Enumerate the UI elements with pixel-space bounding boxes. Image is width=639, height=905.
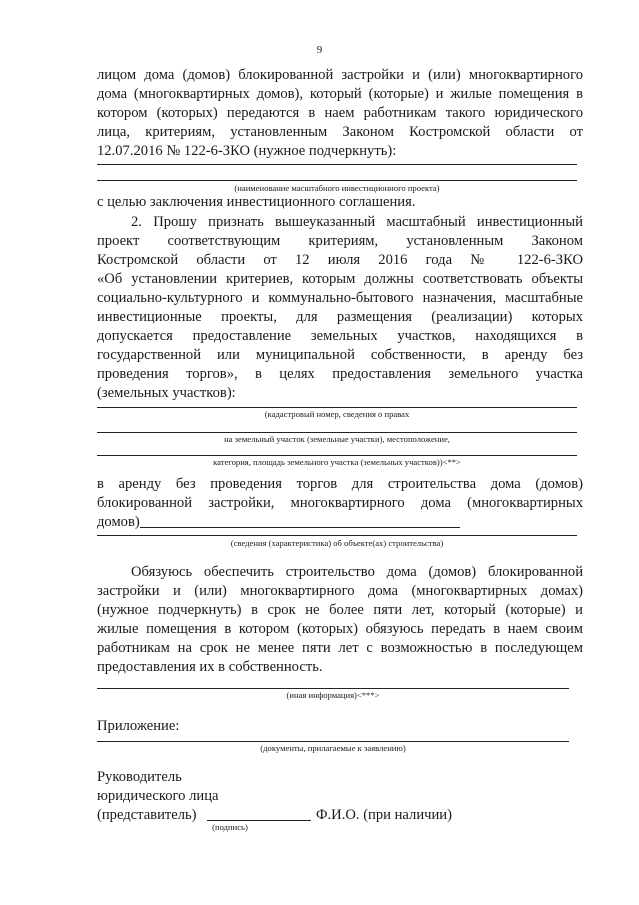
project-name-line: [97, 164, 577, 165]
paragraph-line: 2. Прошу признать вышеуказанный масштабный инвестиционный: [131, 214, 583, 230]
construction-object-caption: (сведения (характеристика) об объекте(ах) строительства): [230, 538, 444, 548]
page-number: 9: [316, 44, 323, 56]
paragraph-line: инвестиционные проекты, для размещения (реализации) которых: [97, 309, 583, 325]
paragraph-line: государственной или муниципальной собственности, в аренду без: [97, 347, 583, 363]
paragraph-line: предоставления их в собственность.: [97, 659, 323, 675]
paragraph-line: домов): [97, 514, 140, 530]
other-info-caption: (иная информация)<***>: [286, 690, 380, 700]
paragraph-line: застройки и (или) многоквартирного дома (многоквартирных домах): [97, 583, 583, 599]
paragraph-line: котором (которых) передаются в наем работникам такого юридического: [97, 105, 583, 121]
signature-caption: (подпись): [212, 822, 248, 832]
paragraph-line: проведения торгов», в целях предоставления земельного участка: [97, 366, 583, 382]
purpose-text: с целью заключения инвестиционного соглашения.: [97, 194, 416, 210]
paragraph-line: дома (многоквартирных домов), который (которые) и жилые помещения в: [97, 86, 583, 102]
paragraph-line: жилые помещения в котором (которых) обязуюсь передать в наем своим: [97, 621, 583, 637]
paragraph-line: допускается предоставление земельных участков, находящихся в: [97, 328, 583, 344]
paragraph-line: Костромской области от 12 июля 2016 года № 122-6-ЗКО: [97, 252, 583, 268]
land-info-line: [97, 455, 577, 456]
land-info-line: [97, 432, 577, 433]
signature-title-1: Руководитель: [97, 769, 182, 785]
project-name-line: [97, 180, 577, 181]
land-info-line: [97, 407, 577, 408]
paragraph-line: социально-культурного и коммунально-бытового назначения, масштабные: [97, 290, 583, 306]
paragraph-line: в аренду без проведения торгов для строительства дома (домов): [97, 476, 583, 492]
attachment-line: [97, 741, 569, 742]
other-info-line: [97, 688, 569, 689]
attachment-label: Приложение:: [97, 718, 180, 734]
land-caption-3: категория, площадь земельного участка (земельных участков))<**>: [213, 457, 461, 467]
attachment-caption: (документы, прилагаемые к заявлению): [260, 743, 406, 753]
paragraph-line: (земельных участков):: [97, 385, 236, 401]
paragraph-line: «Об установлении критериев, которым должны соответствовать объекты: [97, 271, 583, 287]
paragraph-line: (нужное подчеркнуть) в срок не более пяти лет, который (которые) и: [97, 602, 583, 618]
signature-title-2: юридического лица: [97, 788, 219, 804]
paragraph-line: 12.07.2016 № 122-6-ЗКО (нужное подчеркнуть):: [97, 143, 397, 159]
construction-object-line: [140, 527, 460, 528]
construction-object-line: [97, 535, 577, 536]
land-caption-1: (кадастровый номер, сведения о правах: [264, 409, 410, 419]
paragraph-line: работникам на срок не менее пяти лет с возможностью в последующем: [97, 640, 583, 656]
project-name-caption: (наименование масштабного инвестиционного проекта): [234, 183, 440, 193]
paragraph-line: Обязуюсь обеспечить строительство дома (домов) блокированной: [131, 564, 583, 580]
signature-line: [207, 820, 311, 821]
paragraph-line: лицом дома (домов) блокированной застройки и (или) многоквартирного: [97, 67, 583, 83]
land-caption-2: на земельный участок (земельные участки), местоположение,: [224, 434, 450, 444]
paragraph-line: блокированной застройки, многоквартирного дома (многоквартирных: [97, 495, 583, 511]
signature-title-3: (представитель): [97, 807, 197, 823]
paragraph-line: лица, критериям, установленным Законом Костромской области от: [97, 124, 583, 140]
paragraph-line: проект соответствующим критериям, установленным Законом: [97, 233, 583, 249]
fio-label: Ф.И.О. (при наличии): [316, 807, 452, 823]
